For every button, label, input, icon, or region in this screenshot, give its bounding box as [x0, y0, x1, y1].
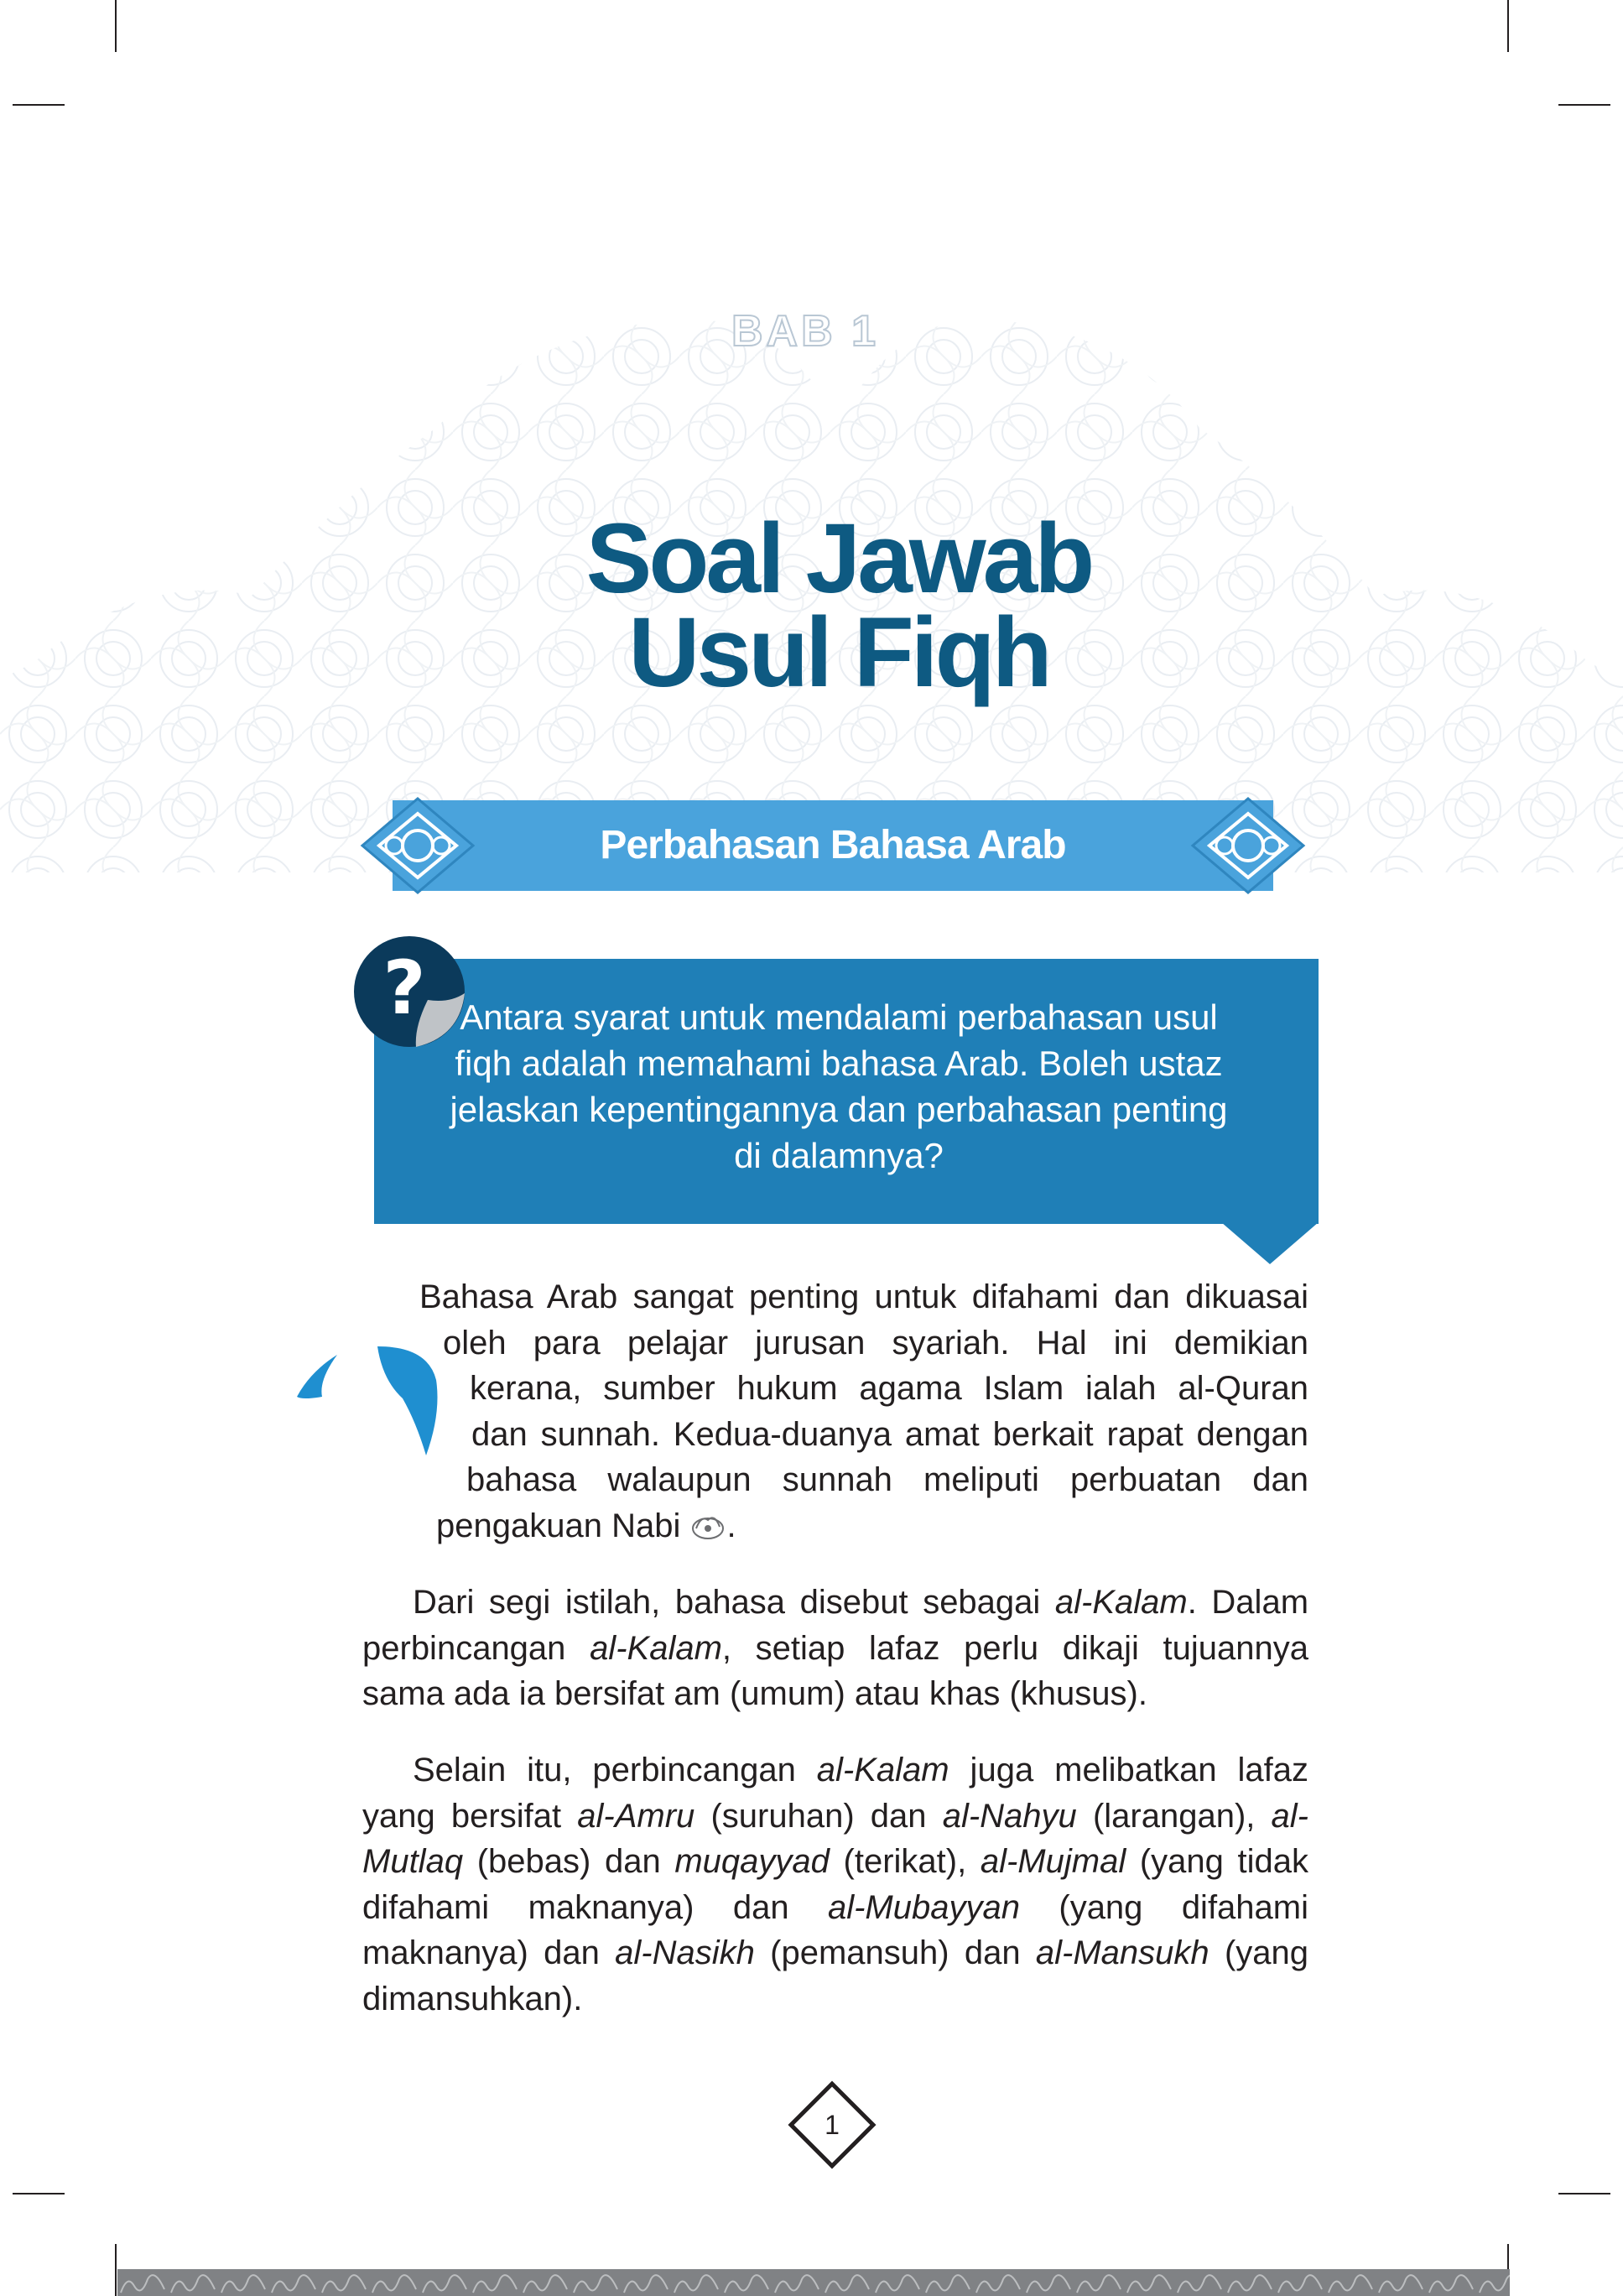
paragraph-line: oleh para pelajar jurusan syariah. Hal ini demikian [443, 1324, 1308, 1361]
crop-mark [115, 2244, 117, 2296]
book-title-line2: Usul Fiqh [628, 597, 1049, 708]
paragraph-text: . [726, 1507, 736, 1544]
crop-mark [13, 2193, 65, 2194]
paragraph-line [436, 1503, 1308, 1549]
text-run: (yang tidak difahami maknanya) dan [362, 1843, 1309, 1926]
term: al-Kalam [1054, 1584, 1188, 1621]
term: muqayyad [674, 1843, 830, 1880]
answer-paragraph-2 [362, 1580, 1308, 1717]
text-run: (bebas) dan [463, 1843, 675, 1880]
paragraph-line: Bahasa Arab sangat penting untuk difahami dan dikuasai [419, 1278, 1308, 1315]
crop-mark [1558, 2193, 1610, 2194]
text-run: Selain itu, perbincangan [413, 1752, 817, 1788]
salawat-glyph-icon [689, 1508, 726, 1542]
term: al-Mansukh [1035, 1934, 1209, 1971]
chapter-label: BAB 1 [731, 307, 880, 356]
text-run: Dari segi istilah, bahasa disebut sebagai [413, 1584, 1055, 1621]
text-run: juga melibatkan lafaz yang bersifat [362, 1752, 1308, 1835]
section-title: Perbahasan Bahasa Arab [600, 823, 1066, 867]
paragraph-line: bahasa walaupun sunnah meliputi perbuatan dan [466, 1461, 1308, 1498]
crop-mark [115, 0, 117, 52]
book-title [419, 503, 1258, 708]
text-run: , setiap lafaz perlu dikaji tujuannya sama ada ia bersifat am (umum) atau khas (khusus). [362, 1629, 1308, 1712]
text-run: (yang difahami maknanya) dan [362, 1888, 1309, 1971]
text-run: (larangan), [1076, 1797, 1272, 1835]
text-run: (yang dimansuhkan). [362, 1934, 1309, 2017]
page-number-badge [786, 2079, 878, 2171]
term: al-Mubayyan [827, 1888, 1020, 1926]
bottom-pattern-band [117, 2269, 1510, 2296]
text-run: (terikat), [829, 1843, 981, 1880]
term: al-Mujmal [980, 1843, 1126, 1880]
crop-mark [1558, 104, 1610, 106]
term: al-Nahyu [942, 1797, 1077, 1835]
text-run: (suruhan) dan [694, 1797, 943, 1835]
page-number: 1 [825, 2110, 840, 2140]
section-banner [359, 800, 1307, 891]
book-title-line1: Soal Jawab [585, 503, 1092, 614]
question-text: Antara syarat untuk mendalami perbahasan usul fiqh adalah memahami bahasa Arab. Boleh ustaz jelaskan kepentingannya dan perbahasan penting di dalamnya? [450, 997, 1228, 1175]
crop-mark [1507, 0, 1509, 52]
text-run: . Dalam perbincangan [362, 1584, 1309, 1667]
question-box-tail [1221, 1222, 1319, 1264]
answer-paragraph-1 [419, 1274, 1308, 1549]
term: al-Kalam [816, 1752, 949, 1788]
text-run: (pemansuh) dan [754, 1934, 1036, 1971]
term: al-Amru [577, 1797, 695, 1835]
term: al-Mutlaq [362, 1797, 1308, 1880]
crop-mark [13, 104, 65, 106]
answer-paragraph-3 [362, 1747, 1308, 2022]
paragraph-text: pengakuan Nabi [436, 1507, 681, 1544]
term: al-Kalam [590, 1629, 722, 1667]
paragraph-line: dan sunnah. Kedua-duanya amat berkait rapat dengan [471, 1415, 1308, 1453]
term: al-Nasikh [615, 1934, 755, 1971]
paragraph-line: kerana, sumber hukum agama Islam ialah al-Quran [470, 1370, 1308, 1407]
svg-text:?: ? [382, 945, 426, 1031]
